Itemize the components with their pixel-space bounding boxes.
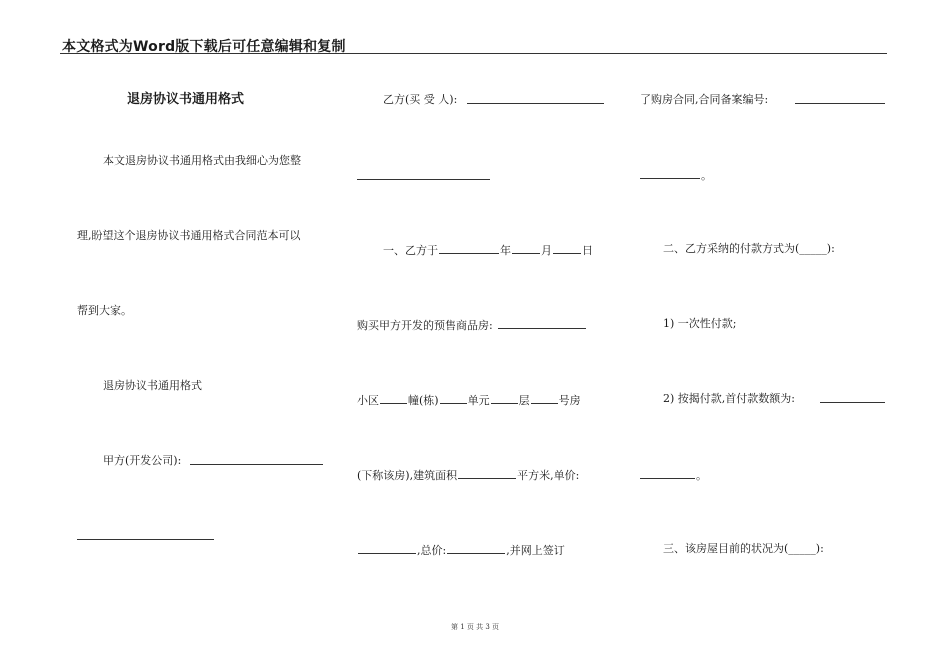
room-label: 号房 xyxy=(558,394,581,407)
clause-1-date-line xyxy=(383,242,593,258)
month-blank xyxy=(512,242,540,254)
party-a-blank-line xyxy=(190,464,323,465)
unit-label: 单元 xyxy=(467,394,490,407)
total-price-line xyxy=(357,542,565,558)
property-blank xyxy=(498,317,586,329)
party-b-label: 乙方(买 受 人): xyxy=(383,93,458,106)
area-blank xyxy=(458,467,516,479)
purchase-line xyxy=(357,317,587,333)
party-b-blank-line xyxy=(467,103,604,104)
clause-1-prefix: 一、乙方于 xyxy=(383,244,438,257)
contract-number-continuation xyxy=(639,167,712,183)
area-line xyxy=(357,467,579,483)
contract-number-label: 了购房合同,合同备案编号: xyxy=(640,93,769,106)
day-blank xyxy=(553,242,581,254)
year-label: 年 xyxy=(500,244,511,257)
header-title: 本文格式为Word版下载后可任意编辑和复制 xyxy=(62,39,346,55)
online-sign-label: ,并网上签订 xyxy=(506,544,565,557)
intro-line-2: 理,盼望这个退房协议书通用格式合同范本可以 xyxy=(77,229,301,242)
party-b-blank-continuation xyxy=(357,179,490,180)
intro-line-1: 本文退房协议书通用格式由我细心为您整 xyxy=(103,154,301,167)
down-payment-blank-2 xyxy=(640,467,695,479)
building-label: 幢(栋) xyxy=(408,394,439,407)
floor-blank xyxy=(531,392,558,404)
floor-label: 层 xyxy=(518,394,530,407)
sqm-price-label: 平方米,单价: xyxy=(517,469,580,482)
page-footer: 第 1 页 共 3 页 xyxy=(450,623,500,631)
hereinafter-label: (下称该房),建筑面积 xyxy=(357,469,458,482)
payment-option-1: 1) 一次性付款; xyxy=(663,317,737,330)
period-1: 。 xyxy=(701,169,712,182)
total-price-blank xyxy=(447,542,505,554)
address-line xyxy=(357,392,581,408)
unit-blank xyxy=(491,392,518,404)
party-a-blank-continuation xyxy=(77,539,214,540)
clause-2: 二、乙方采纳的付款方式为(_____): xyxy=(663,242,835,255)
year-blank xyxy=(439,242,499,254)
intro-line-3: 帮到大家。 xyxy=(77,304,132,317)
total-label: ,总价: xyxy=(417,544,447,557)
clause-3: 三、该房屋目前的状况为(_____): xyxy=(663,542,824,555)
contract-number-blank-2 xyxy=(640,167,700,179)
period-2: 。 xyxy=(696,469,707,482)
section-subtitle: 退房协议书通用格式 xyxy=(103,379,202,392)
district-label: 小区 xyxy=(357,394,379,407)
party-a-label: 甲方(开发公司): xyxy=(103,454,182,467)
down-payment-continuation xyxy=(639,467,707,483)
down-payment-blank xyxy=(820,402,885,403)
payment-option-2: 2) 按揭付款,首付款数额为: xyxy=(663,392,795,405)
building-blank xyxy=(440,392,467,404)
header-divider xyxy=(60,53,887,54)
district-blank xyxy=(380,392,407,404)
purchase-label: 购买甲方开发的预售商品房: xyxy=(357,319,493,332)
month-label: 月 xyxy=(541,244,552,257)
unit-price-blank xyxy=(358,542,416,554)
contract-number-blank xyxy=(795,103,885,104)
day-label: 日 xyxy=(582,244,593,257)
document-title: 退房协议书通用格式 xyxy=(127,92,245,107)
